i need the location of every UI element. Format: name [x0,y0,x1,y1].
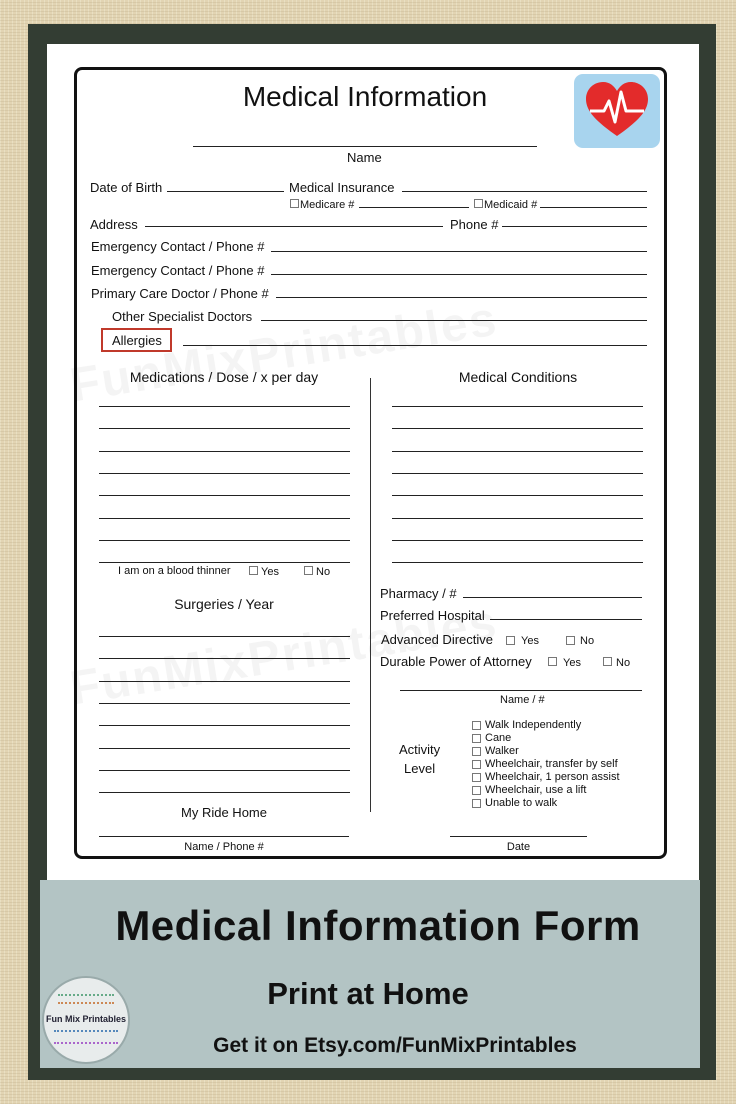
allergies-label: Allergies [112,333,162,348]
address-line[interactable] [145,226,443,227]
poa-label: Durable Power of Attorney [380,654,532,669]
activity-option-label: Wheelchair, transfer by self [485,758,618,770]
activity-option-checkbox[interactable] [472,773,481,782]
activity-option-checkbox[interactable] [472,734,481,743]
advanced-directive-no-label: No [580,635,595,647]
poa-no-checkbox[interactable] [603,657,612,666]
name-label: Name [347,150,382,165]
hospital-label: Preferred Hospital [380,608,485,623]
logo-decoration [58,994,114,1004]
conditions-heading: Medical Conditions [458,369,578,385]
blood-thinner-no-label: No [316,566,331,578]
medicare-line[interactable] [359,207,469,208]
brand-logo-text: Fun Mix Printables [45,1014,126,1024]
activity-option-checkbox[interactable] [472,721,481,730]
banner-cta[interactable]: Get it on Etsy.com/FunMixPrintables [213,1034,577,1057]
form-title: Medical Information [242,81,488,112]
surgery-line[interactable] [99,703,350,704]
activity-option-label: Wheelchair, 1 person assist [485,771,620,783]
medicaid-line[interactable] [540,207,647,208]
condition-line[interactable] [392,451,643,452]
logo-decoration [54,1030,118,1044]
medication-line[interactable] [99,540,350,541]
medication-line[interactable] [99,451,350,452]
pharmacy-line[interactable] [463,597,642,598]
insurance-line[interactable] [402,191,647,192]
advanced-directive-label: Advanced Directive [381,632,493,647]
banner-subtitle: Print at Home [267,976,469,1011]
medications-heading: Medications / Dose / x per day [129,369,319,385]
primary-doctor-line[interactable] [276,297,647,298]
surgery-line[interactable] [99,770,350,771]
condition-line[interactable] [392,518,643,519]
dob-label: Date of Birth [90,180,163,195]
specialists-label: Other Specialist Doctors [112,309,253,324]
emergency-contact-1-line[interactable] [271,251,647,252]
activity-option-label: Wheelchair, use a lift [485,784,587,796]
condition-line[interactable] [392,562,643,563]
hospital-line[interactable] [490,619,642,620]
activity-option-label: Walk Independently [485,719,582,731]
primary-doctor-label: Primary Care Doctor / Phone # [91,286,269,301]
medicaid-checkbox[interactable] [474,199,483,208]
medicare-checkbox[interactable] [290,199,299,208]
phone-line[interactable] [502,226,647,227]
date-label: Date [506,841,531,853]
medication-line[interactable] [99,562,350,563]
poa-name-line[interactable] [400,690,642,691]
advanced-directive-no-checkbox[interactable] [566,636,575,645]
surgeries-heading: Surgeries / Year [174,596,274,612]
poa-name-label: Name / # [500,694,545,706]
level-label: Level [404,761,436,776]
emergency-contact-1-label: Emergency Contact / Phone # [91,239,265,254]
pharmacy-label: Pharmacy / # [380,586,457,601]
brand-logo [42,976,130,1064]
surgery-line[interactable] [99,681,350,682]
surgery-line[interactable] [99,658,350,659]
emergency-contact-2-label: Emergency Contact / Phone # [91,263,265,278]
advanced-directive-yes-checkbox[interactable] [506,636,515,645]
blood-thinner-no-checkbox[interactable] [304,566,313,575]
medication-line[interactable] [99,473,350,474]
surgery-line[interactable] [99,636,350,637]
surgery-line[interactable] [99,792,350,793]
specialists-line[interactable] [261,320,647,321]
name-line[interactable] [193,146,537,147]
activity-label: Activity [399,742,441,757]
phone-label: Phone # [450,217,499,232]
medicare-label: Medicare # [300,199,355,211]
insurance-label: Medical Insurance [289,180,395,195]
activity-option-label: Unable to walk [485,797,558,809]
activity-option-label: Cane [485,732,512,744]
activity-option-label: Walker [485,745,519,757]
activity-option-checkbox[interactable] [472,760,481,769]
poa-yes-checkbox[interactable] [548,657,557,666]
condition-line[interactable] [392,406,643,407]
column-divider [370,378,371,812]
banner-title: Medical Information Form [115,902,641,949]
condition-line[interactable] [392,473,643,474]
ride-name-label: Name / Phone # [184,841,264,853]
medicaid-label: Medicaid # [484,199,538,211]
heart-icon [574,74,660,148]
condition-line[interactable] [392,495,643,496]
activity-option-checkbox[interactable] [472,786,481,795]
advanced-directive-yes-label: Yes [521,635,539,647]
medication-line[interactable] [99,495,350,496]
surgery-line[interactable] [99,725,350,726]
blood-thinner-label: I am on a blood thinner [118,565,231,577]
poa-yes-label: Yes [563,657,581,669]
allergies-line[interactable] [183,345,647,346]
dob-line[interactable] [167,191,284,192]
medication-line[interactable] [99,428,350,429]
medication-line[interactable] [99,518,350,519]
surgery-line[interactable] [99,748,350,749]
date-line[interactable] [450,836,587,837]
blood-thinner-yes-checkbox[interactable] [249,566,258,575]
blood-thinner-yes-label: Yes [261,566,279,578]
ride-home-heading: My Ride Home [181,805,267,820]
address-label: Address [90,217,138,232]
poa-no-label: No [616,657,631,669]
medication-line[interactable] [99,406,350,407]
activity-option-checkbox[interactable] [472,799,481,808]
condition-line[interactable] [392,428,643,429]
activity-option-checkbox[interactable] [472,747,481,756]
emergency-contact-2-line[interactable] [271,274,647,275]
condition-line[interactable] [392,540,643,541]
ride-home-line[interactable] [99,836,349,837]
